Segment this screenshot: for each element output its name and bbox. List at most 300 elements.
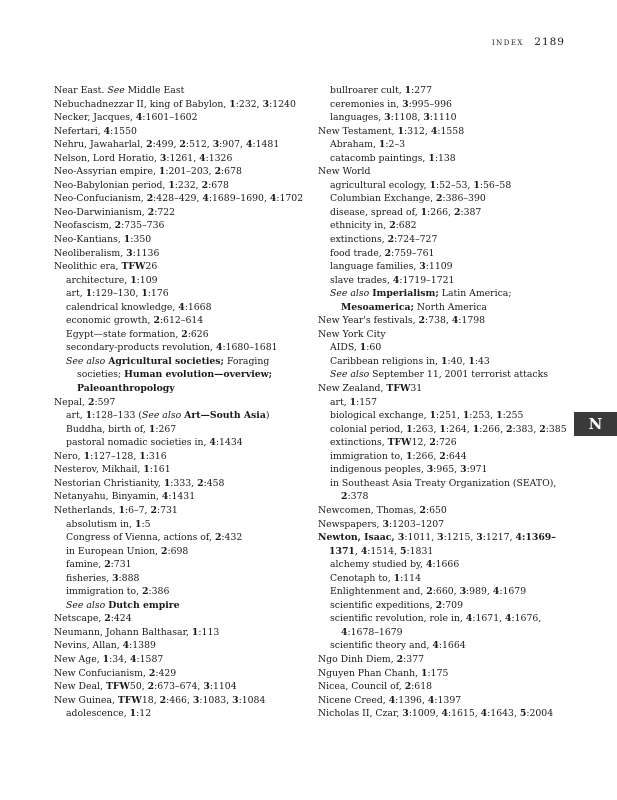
entry-text: 1	[129, 708, 137, 720]
index-subentry	[318, 260, 568, 274]
entry-text: New Guinea,	[54, 694, 118, 706]
entry-text: :266,	[412, 450, 440, 462]
index-entry	[54, 138, 309, 152]
entry-text: 2	[104, 613, 111, 625]
header-label: index	[491, 36, 524, 48]
entry-text: :989,	[466, 586, 493, 598]
entry-text: 1	[420, 206, 428, 218]
entry-text: :127–128,	[90, 450, 140, 462]
index-subentry	[54, 531, 309, 545]
entry-text: scientific theory and,	[330, 640, 433, 652]
index-subentry	[318, 639, 568, 653]
entry-text: 4	[199, 152, 206, 164]
entry-text: Latin America;	[438, 288, 512, 300]
index-subentry	[318, 179, 568, 193]
entry-text: 1	[468, 355, 475, 367]
entry-text: 2	[104, 559, 111, 571]
index-subentry	[318, 409, 568, 423]
entry-text: art,	[66, 410, 86, 422]
index-subentry	[54, 558, 309, 572]
entry-text: 4	[492, 586, 500, 598]
entry-text: immigration to,	[330, 450, 407, 462]
index-entry	[54, 179, 309, 193]
entry-text: 3	[112, 572, 119, 584]
entry-text: Nepal,	[54, 396, 89, 408]
entry-text: :385	[545, 423, 567, 435]
entry-text: :1389	[129, 640, 156, 652]
entry-text: calendrical knowledge,	[66, 301, 179, 313]
entry-text: 4	[135, 112, 143, 124]
index-subentry	[318, 206, 568, 220]
entry-text: Neo-Kantians,	[54, 234, 124, 246]
entry-text: :1240	[269, 98, 296, 110]
entry-text: bullroarer cult,	[330, 85, 405, 96]
entry-text: :161	[149, 464, 171, 476]
entry-text: colonial period,	[330, 423, 407, 435]
entry-text: 4	[465, 613, 473, 625]
entry-text: 4	[430, 125, 438, 137]
entry-text: Neofascism,	[54, 220, 115, 232]
entry-text: :378	[347, 491, 369, 503]
index-subentry	[54, 287, 309, 301]
entry-text: 3	[460, 464, 467, 476]
entry-text: 2	[387, 234, 395, 246]
entry-text: :1397	[434, 694, 462, 706]
entry-text: :512,	[185, 139, 213, 151]
index-subentry	[54, 572, 309, 586]
entry-text: 3	[232, 694, 239, 706]
entry-text: 18,	[141, 694, 160, 706]
entry-text: 4	[360, 545, 368, 557]
entry-text: TFW	[117, 694, 142, 706]
index-entry	[318, 680, 568, 694]
index-subentry	[54, 301, 309, 315]
entry-text: Neo-Confucianism,	[54, 193, 147, 205]
entry-text: 12,	[411, 437, 430, 449]
index-subentry	[318, 111, 568, 125]
entry-text: 3	[402, 708, 409, 720]
entry-text: :644	[445, 450, 467, 462]
entry-text: See also	[141, 410, 182, 422]
entry-text: Buddha, birth of,	[66, 423, 149, 435]
entry-text: :232,	[235, 98, 263, 110]
entry-text: Neumann, Johann Balthasar,	[54, 626, 192, 638]
entry-text: :1615,	[447, 708, 481, 720]
entry-text: in Southeast Asia Treaty Organization (SEATO),	[330, 477, 557, 489]
entry-text: :698	[167, 545, 189, 557]
entry-text: 2	[150, 504, 157, 516]
entry-text: :1104	[209, 681, 237, 693]
entry-text: alchemy studied by,	[330, 559, 426, 571]
entry-text: :626	[187, 328, 209, 340]
entry-text: :387	[460, 206, 482, 218]
entry-text: 4	[202, 193, 209, 205]
entry-text: 3	[192, 694, 200, 706]
entry-text: 4	[269, 193, 277, 205]
entry-text: 2	[418, 315, 426, 327]
index-entry	[318, 165, 568, 179]
entry-text: :333,	[170, 477, 198, 489]
entry-text: 2	[114, 220, 122, 232]
entry-text: 1	[349, 396, 357, 408]
entry-text: New Zealand,	[318, 383, 387, 395]
entry-text: 1	[130, 274, 137, 286]
entry-text: Human evolution—overview; Paleoanthropology	[77, 369, 273, 395]
entry-text: 2	[147, 206, 155, 218]
entry-text: :43	[474, 355, 490, 367]
entry-text: 1	[359, 342, 367, 354]
index-subentry	[54, 341, 309, 355]
entry-text: 50,	[129, 681, 148, 693]
index-entry	[54, 653, 309, 667]
entry-text: 4	[122, 640, 130, 652]
entry-text: :1083,	[199, 694, 233, 706]
entry-text: 1	[168, 179, 175, 191]
entry-text: 5	[400, 545, 407, 557]
entry-text: 1	[472, 423, 480, 435]
entry-text: extinctions,	[330, 234, 388, 246]
index-subentry	[318, 612, 568, 639]
entry-text: 5	[519, 708, 527, 720]
entry-text: 4	[388, 694, 396, 706]
entry-text: Foraging societies;	[77, 355, 270, 381]
index-entry	[318, 125, 568, 139]
entry-text: Mesoamerica;	[341, 301, 414, 313]
entry-text: :618	[411, 681, 433, 693]
entry-text: Nguyen Phan Chanh,	[318, 667, 422, 679]
entry-text: 26	[145, 261, 158, 273]
entry-text: 1	[462, 410, 470, 422]
entry-text: architecture,	[66, 274, 131, 286]
entry-text: :428–429,	[153, 193, 203, 205]
entry-text: scientific expeditions,	[330, 599, 436, 611]
index-subentry	[318, 138, 568, 152]
entry-text: :429	[155, 667, 177, 679]
entry-text: 1	[85, 410, 93, 422]
entry-text: 2	[214, 532, 222, 544]
entry-text: language families,	[330, 261, 420, 273]
entry-text: :466,	[166, 694, 193, 706]
entry-text: Art—South Asia	[184, 410, 266, 422]
entry-text: :499,	[152, 139, 180, 151]
entry-text: :157	[356, 396, 378, 408]
entry-text: 4	[245, 139, 253, 151]
entry-text: New World	[318, 166, 371, 178]
entry-text: :1679	[499, 586, 527, 598]
entry-text: :735–736	[121, 220, 165, 232]
entry-text: 2	[146, 193, 154, 205]
entry-text: ceremonies in,	[330, 98, 403, 110]
entry-text: :6–7,	[124, 504, 151, 516]
entry-text: 3	[423, 112, 430, 124]
index-entry	[54, 111, 309, 125]
entry-text: :312,	[404, 125, 431, 137]
entry-text: Neoliberalism,	[54, 247, 127, 259]
entry-text: :722	[154, 206, 176, 218]
entry-text: Newcomen, Thomas,	[318, 504, 420, 516]
entry-text: :109	[136, 274, 158, 286]
entry-text: :1009,	[408, 708, 442, 720]
entry-text: :1109	[425, 261, 453, 273]
entry-text: 4	[505, 613, 512, 625]
entry-text: 4	[515, 532, 522, 544]
entry-text: Nestorian Christianity,	[54, 477, 164, 489]
entry-text: 1	[393, 572, 401, 584]
entry-text: 1	[406, 450, 413, 462]
index-entry	[318, 707, 568, 721]
index-entry	[54, 639, 309, 653]
index-subentry	[318, 287, 568, 314]
entry-text: :1217,	[482, 532, 516, 544]
entry-text: :971	[466, 464, 488, 476]
entry-text: 1	[85, 288, 93, 300]
entry-text: Nicene Creed,	[318, 694, 389, 706]
index-subentry	[54, 518, 309, 532]
entry-text: fisheries,	[66, 572, 113, 584]
entry-text: See also	[66, 355, 106, 367]
index-entry	[54, 233, 309, 247]
entry-text: Middle East	[124, 85, 185, 96]
entry-text: 2	[436, 193, 443, 205]
entry-text: :383,	[512, 423, 540, 435]
entry-text: :1831	[406, 545, 434, 557]
entry-text: 4	[441, 708, 448, 720]
entry-text: ethnicity in,	[330, 220, 390, 232]
index-subentry	[54, 545, 309, 559]
entry-text: AIDS,	[330, 342, 360, 354]
entry-text: :673–674,	[154, 681, 204, 693]
entry-text: Necker, Jacques,	[54, 112, 136, 124]
entry-text: :316	[145, 450, 167, 462]
index-subentry	[318, 274, 568, 288]
entry-text: 1	[102, 653, 110, 665]
entry-text: See also	[330, 369, 370, 381]
section-tab-letter: N	[574, 412, 617, 436]
entry-text: absolutism in,	[66, 518, 135, 530]
entry-text: Nero,	[54, 450, 84, 462]
entry-text: 1	[378, 139, 386, 151]
entry-text: :2–3	[385, 139, 406, 151]
entry-text: :56–58	[479, 179, 512, 191]
entry-text: :128–133 (	[92, 410, 142, 422]
entry-text: Nevins, Allan,	[54, 640, 123, 652]
entry-text: :1666	[432, 559, 460, 571]
entry-text: biological exchange,	[330, 410, 430, 422]
entry-text: 3	[419, 261, 426, 273]
index-subentry	[318, 599, 568, 613]
entry-text: 2	[384, 247, 392, 259]
entry-text: :432	[221, 532, 243, 544]
entry-text: 4	[425, 559, 433, 571]
index-entry	[54, 612, 309, 626]
index-entry	[318, 328, 568, 342]
entry-text: :377	[403, 653, 425, 665]
entry-text: 4	[392, 274, 400, 286]
entry-text: :682	[395, 220, 417, 232]
index-subentry	[318, 477, 568, 504]
index-subentry	[318, 341, 568, 355]
entry-text: :1680–1681	[222, 342, 278, 354]
entry-text: :264,	[445, 423, 473, 435]
entry-text: 4	[215, 342, 223, 354]
index-subentry	[318, 368, 568, 382]
entry-text: :1431	[168, 491, 196, 503]
index-column-right	[318, 84, 568, 721]
index-subentry	[54, 585, 309, 599]
entry-text: Neo-Assyrian empire,	[54, 166, 159, 178]
entry-text: 2	[426, 586, 433, 598]
entry-text: 2	[197, 477, 204, 489]
entry-text: 2	[396, 653, 404, 665]
entry-text: 4	[427, 694, 435, 706]
entry-text: 2	[88, 396, 95, 408]
entry-text: :40,	[447, 355, 469, 367]
entry-text: :60	[366, 342, 382, 354]
entry-text: :424	[110, 613, 132, 625]
entry-text: 2	[179, 139, 186, 151]
entry-text: 1	[163, 477, 171, 489]
index-entry	[54, 504, 309, 518]
entry-text: :251,	[436, 410, 463, 422]
entry-text: :52–53,	[435, 179, 474, 191]
entry-text: languages,	[330, 112, 385, 124]
entry-text: TFW	[121, 261, 146, 273]
entry-text: 2	[453, 206, 461, 218]
entry-text: New Age,	[54, 653, 103, 665]
entry-text: North America	[413, 301, 487, 313]
entry-text: 1	[141, 288, 148, 300]
entry-text: :1719–1721	[399, 274, 455, 286]
entry-text: 3	[437, 532, 444, 544]
entry-text: :1702	[276, 193, 304, 205]
entry-text: 2	[539, 423, 546, 435]
entry-text: :1084	[238, 694, 266, 706]
entry-text: :263,	[412, 423, 440, 435]
index-column-left	[54, 84, 309, 721]
entry-text: :1369–1371	[329, 532, 556, 557]
entry-text: Netherlands,	[54, 504, 119, 516]
entry-text: :1514,	[367, 545, 400, 557]
entry-text: Neo-Babylonian period,	[54, 179, 169, 191]
entry-text: Nefertari,	[54, 125, 104, 137]
entry-text: 2	[153, 315, 160, 327]
entry-text: 1	[421, 667, 428, 679]
entry-text: 2	[147, 681, 155, 693]
entry-text: :1434	[215, 437, 243, 449]
index-subentry	[318, 84, 568, 98]
entry-text: See also	[330, 288, 370, 300]
entry-text: 2	[505, 423, 513, 435]
entry-text: :678	[221, 166, 242, 178]
entry-text: pastoral nomadic societies in,	[66, 437, 210, 449]
entry-text: New York City	[318, 328, 386, 340]
entry-text: 2	[389, 220, 396, 232]
index-subentry	[54, 436, 309, 450]
entry-text: :660,	[432, 586, 460, 598]
entry-text: 4	[480, 708, 488, 720]
entry-text: Dutch empire	[108, 599, 180, 611]
entry-text: :266,	[427, 206, 454, 218]
entry-text: New Year's festivals,	[318, 315, 419, 327]
entry-text: 1	[123, 234, 131, 246]
entry-text: art,	[330, 396, 350, 408]
entry-text: 1	[229, 98, 236, 110]
entry-text: :1689–1690,	[208, 193, 270, 205]
index-subentry	[54, 409, 309, 423]
entry-text: 1	[439, 423, 446, 435]
entry-text: 2	[142, 586, 149, 598]
index-subentry	[54, 355, 309, 396]
entry-text: 3	[212, 139, 220, 151]
entry-text: :597	[94, 396, 116, 408]
entry-text: :1261,	[166, 152, 200, 164]
entry-text: :5	[141, 518, 151, 530]
entry-text: Imperialism;	[372, 288, 439, 300]
index-subentry	[54, 423, 309, 437]
entry-text: Nicea, Council of,	[318, 681, 405, 693]
index-subentry	[54, 599, 309, 613]
entry-text: :1550	[110, 125, 137, 137]
entry-text: 1	[429, 410, 437, 422]
entry-text: TFW	[105, 681, 130, 693]
entry-text: 4	[103, 125, 111, 137]
entry-text: 1	[406, 423, 413, 435]
entry-text: 3	[126, 247, 133, 259]
entry-text: 3	[397, 532, 405, 544]
index-entry	[318, 504, 568, 518]
entry-text: 1	[429, 179, 436, 191]
entry-text: 4	[178, 301, 185, 313]
entry-text: :1601–1602	[142, 112, 198, 124]
index-entry	[54, 152, 309, 166]
entry-text: :175	[427, 667, 449, 679]
entry-text: 1	[191, 626, 199, 638]
entry-text: slave trades,	[330, 274, 393, 286]
entry-text: catacomb paintings,	[330, 152, 429, 164]
entry-text: 1	[428, 152, 435, 164]
entry-text: 1	[496, 410, 503, 422]
entry-text: :458	[203, 477, 225, 489]
index-entry	[318, 518, 568, 532]
entry-text: :1678–1679	[347, 626, 403, 638]
entry-text: :201–203,	[165, 166, 215, 178]
entry-text: adolescence,	[66, 708, 130, 720]
entry-text: 2	[404, 681, 412, 693]
entry-text: :1110	[429, 112, 457, 124]
index-subentry	[318, 572, 568, 586]
entry-text: TFW	[387, 437, 412, 449]
index-entry	[54, 680, 309, 694]
entry-text: :1643,	[487, 708, 520, 720]
entry-text: :907,	[219, 139, 246, 151]
entry-text: 1	[83, 450, 91, 462]
entry-text: 4	[161, 491, 169, 503]
index-entry	[54, 463, 309, 477]
entry-text: :1011,	[404, 532, 438, 544]
entry-text: :731	[156, 504, 178, 516]
entry-text: Newton, Isaac,	[318, 532, 398, 544]
index-entry	[54, 477, 309, 491]
index-entry	[54, 247, 309, 261]
entry-text: 2	[419, 504, 426, 516]
entry-text: :1136	[132, 247, 160, 259]
entry-text: disease, spread of,	[330, 206, 421, 218]
entry-text: :277	[411, 85, 433, 96]
index-entry	[54, 219, 309, 233]
index-entry	[54, 490, 309, 504]
entry-text: Agricultural societies;	[108, 355, 224, 367]
index-entry	[54, 626, 309, 640]
